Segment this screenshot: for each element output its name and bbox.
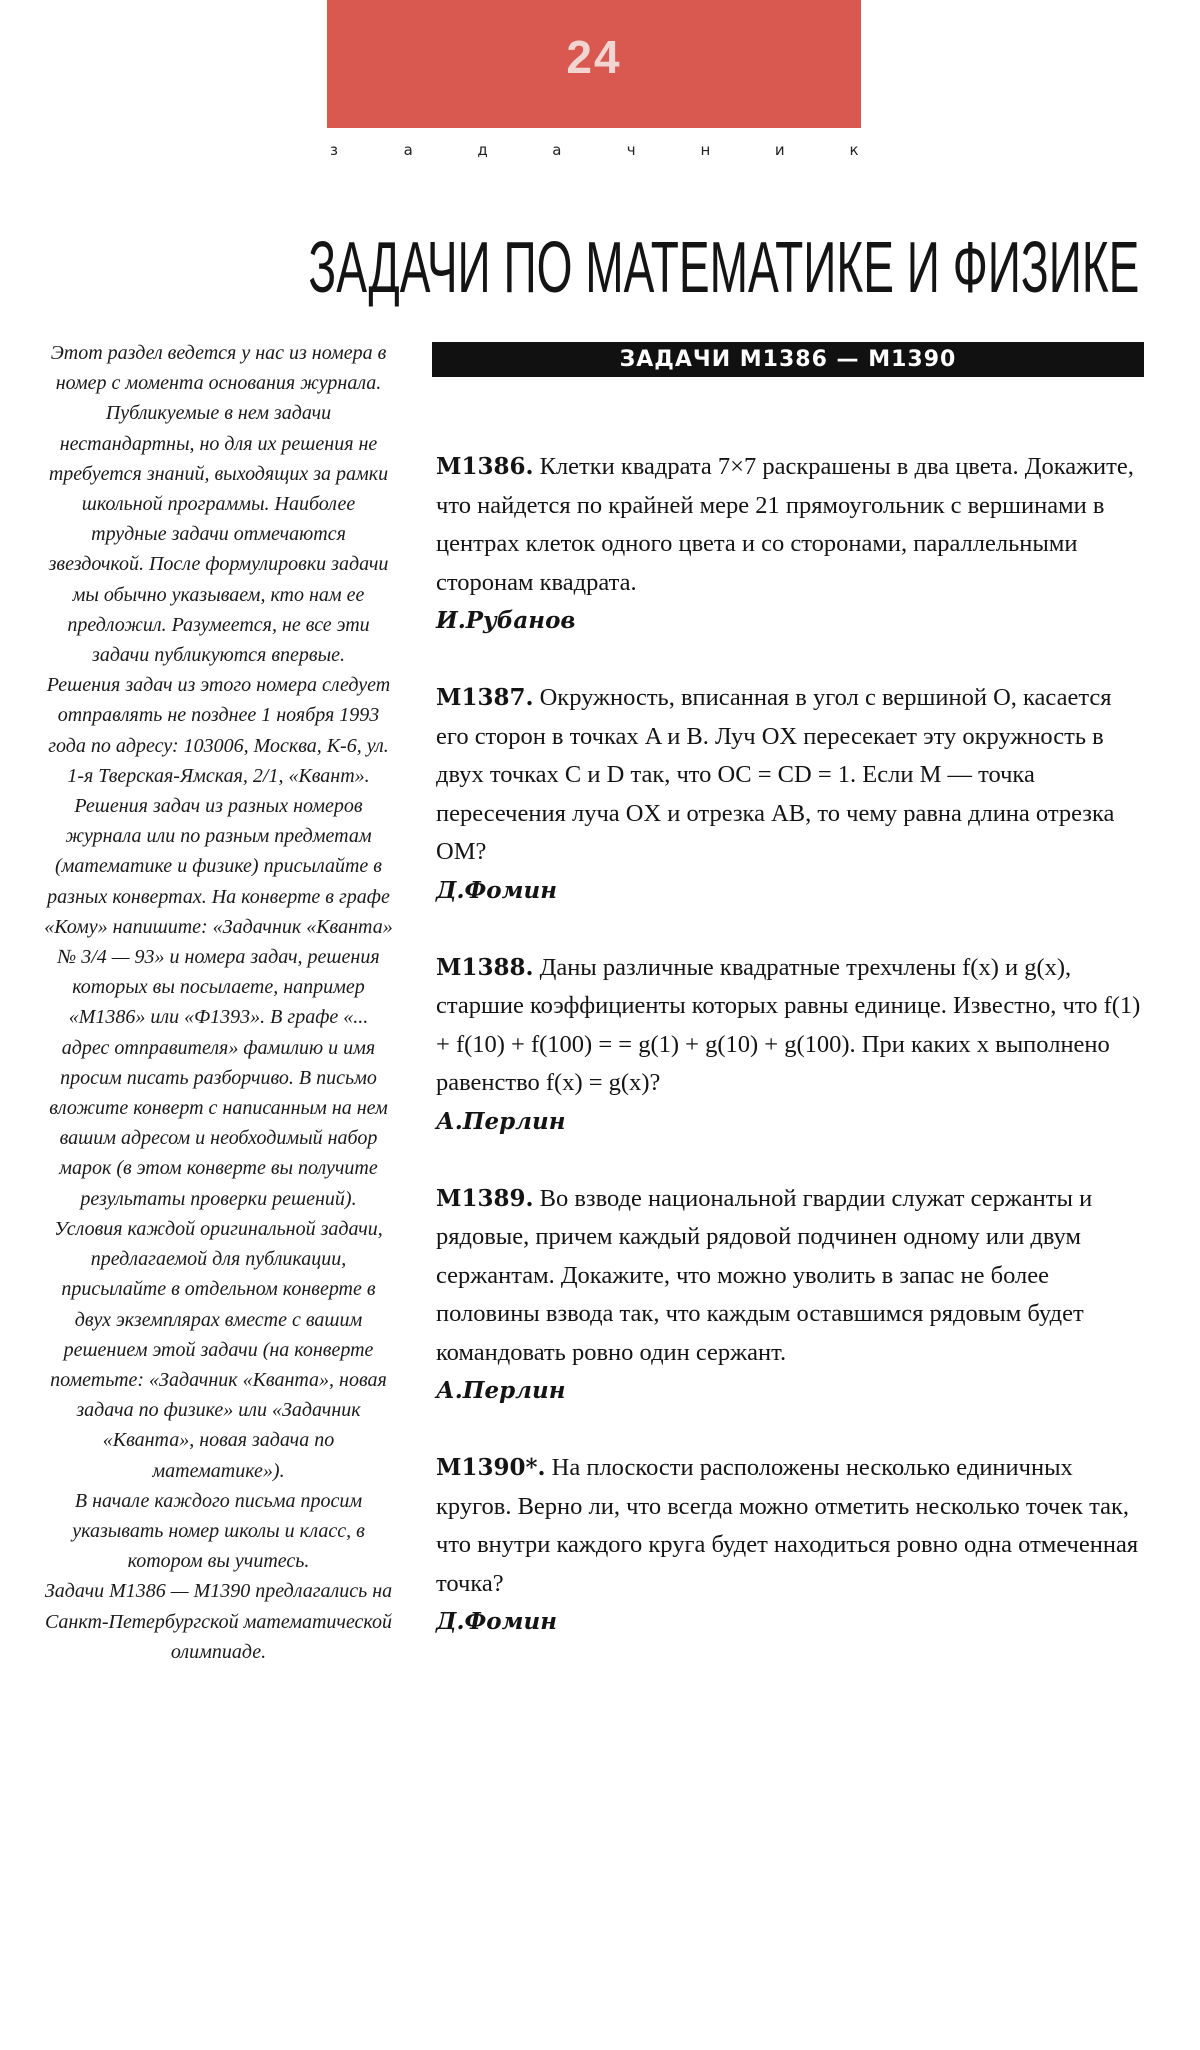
sidebar-paragraph: Задачи М1386 — М1390 предлагались на Санкт-Петербургской математической олимпиаде.: [44, 1580, 393, 1663]
problem-body: [436, 448, 1146, 602]
problem-text: На плоскости расположены несколько единичных кругов. Верно ли, что всегда можно отметить несколько точек так, что внутри каждого круга будет находиться ровно одна отмеченная точка?: [436, 1454, 1139, 1597]
section-letter: ч: [626, 141, 636, 159]
header-band: [327, 0, 861, 128]
problem-body: [436, 679, 1146, 872]
problem-body: [436, 1449, 1146, 1603]
problem-item: [436, 679, 1146, 911]
problem-id: М1387.: [436, 683, 534, 711]
problem-author: Д.Фомин: [436, 1608, 557, 1636]
problem-id: М1388.: [436, 953, 534, 981]
problems-list: [436, 448, 1146, 1642]
problem-item: [436, 1180, 1146, 1412]
problem-author: А.Перлин: [436, 1377, 566, 1405]
problem-text: Окружность, вписанная в угол с вершиной O, касается его сторон в точках A и B. Луч OX пересекает эту окружность в двух точках C и D так, что OC = CD = 1. Если M — точка пересечения луча OX и отрезка AB, то чему равна длина отрезка OM?: [436, 683, 1115, 866]
problem-author: Д.Фомин: [436, 876, 557, 904]
problem-text: Во взводе национальной гвардии служат сержанты и рядовые, причем каждый рядовой подчинен одному или двум сержантам. Докажите, что можно уволить в запас не более половины взвода так, что каждым оставшимся рядовым будет командовать ровно один сержант.: [436, 1184, 1093, 1366]
sidebar-paragraph: Условия каждой оригинальной задачи, предлагаемой для публикации, присылайте в отдельном конверте в двух экземплярах вместе с вашим решением этой задачи (на конверте пометьте: «Задачник «Кванта», новая задача по физике» или «Задачник «Кванта», новая задача по математике»).: [50, 1217, 387, 1482]
problem-id: М1386.: [436, 453, 534, 480]
problem-id: М1389.: [436, 1184, 534, 1212]
sidebar-info: [44, 338, 393, 1667]
problems-header-bar: ЗАДАЧИ М1386 — М1390: [432, 342, 1144, 377]
problem-item: [436, 1449, 1146, 1642]
section-letter: а: [403, 141, 413, 159]
section-letter: к: [849, 141, 859, 159]
problem-id: М1390*.: [436, 1454, 546, 1482]
section-letter: а: [552, 141, 562, 159]
section-letter: и: [774, 141, 785, 159]
problem-text: Клетки квадрата 7×7 раскрашены в два цвета. Докажите, что найдется по крайней мере 21 прямоугольник с вершинами в центрах клеток одного цвета и со сторонами, параллельными сторонам квадрата.: [436, 453, 1134, 596]
page-title: ЗАДАЧИ ПО МАТЕМАТИКЕ И ФИЗИКЕ: [308, 228, 1140, 308]
problem-text: Даны различные квадратные трехчлены f(x) и g(x), старшие коэффициенты которых равны единице. Известно, что f(1) + f(10) + f(100) = = g(1) + g(10) + g(100). При каких x выполнено равенство f(x) = g(x)?: [436, 953, 1141, 1097]
sidebar-paragraph: В начале каждого письма просим указывать номер школы и класс, в котором вы учитесь.: [72, 1489, 365, 1573]
section-label: [327, 141, 861, 159]
sidebar-paragraph: Этот раздел ведется у нас из номера в номер с момента основания журнала. Публикуемые в нем задачи нестандартны, но для их решения не требуется знаний, выходящих за рамки школьной программы. Наиболее трудные задачи отмечаются звездочкой. После формулировки задачи мы обычно указываем, кто нам ее предложил. Разумеется, не все эти задачи публикуются впервые.: [48, 342, 389, 667]
page-number: 24: [566, 31, 622, 83]
problem-body: [436, 949, 1146, 1103]
problem-item: [436, 949, 1146, 1142]
sidebar-paragraph: Решения задач из этого номера следует отправлять не позднее 1 ноября 1993 года по адресу: 103006, Москва, К-6, ул. 1-я Тверская-Ямская, 2/1, «Квант». Решения задач из разных номеров журнала или по разным предметам (математике и физике) присылайте в разных конвертах. На конверте в графе «Кому» напишите: «Задачник «Кванта» № 3/4 — 93» и номера задач, решения которых вы посылаете, например «М1386» или «Ф1393». В графе «... адрес отправителя» фамилию и имя просим писать разборчиво. В письмо вложите конверт с написанным на нем вашим адресом и необходимый набор марок (в этом конверте вы получите результаты проверки решений).: [44, 674, 393, 1210]
section-letter: д: [477, 141, 488, 159]
problem-item: [436, 448, 1146, 641]
section-letter: н: [700, 141, 711, 159]
problem-body: [436, 1180, 1146, 1373]
section-letter: з: [330, 141, 338, 159]
problem-author: И.Рубанов: [436, 607, 576, 635]
problem-author: А.Перлин: [436, 1107, 566, 1135]
